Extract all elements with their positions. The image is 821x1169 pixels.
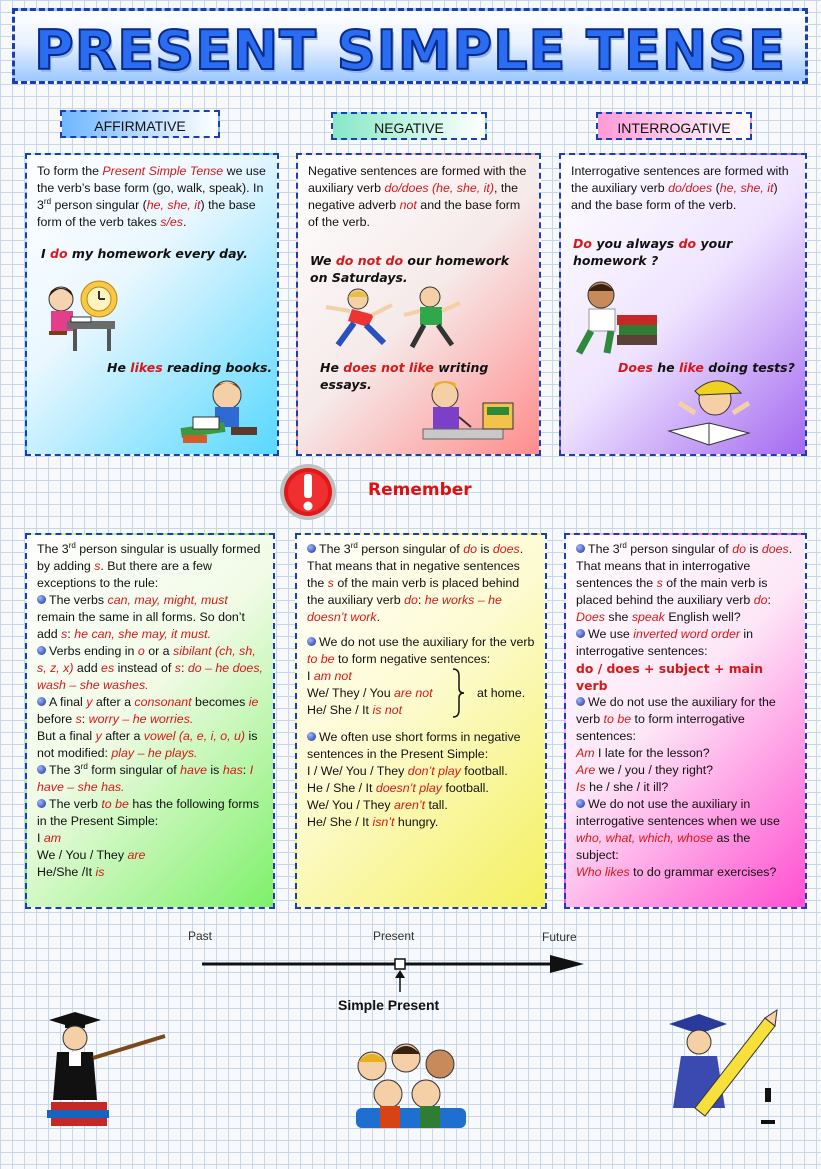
page-title: PRESENT SIMPLE TENSE — [34, 19, 786, 82]
timeline-arrow — [200, 950, 590, 995]
to-be-form-i: I am — [37, 831, 62, 845]
interrogative-example-1: Do you always do your homework ? — [573, 236, 733, 268]
exception-to-be: The verb to be has the following forms in the Present Simple: — [37, 797, 260, 828]
to-be-negative-forms — [307, 668, 535, 719]
bullet-icon — [307, 637, 316, 646]
exception-consonant-y: A final y after a consonant becomes ie before s: worry – he worries. — [37, 695, 259, 726]
remember-heading: Remember — [368, 480, 472, 500]
title-banner — [12, 8, 808, 84]
question-example-am: Am I late for the lesson? — [576, 746, 710, 760]
negative-card — [296, 153, 541, 456]
bullet-icon — [307, 732, 316, 741]
negative-rule-does: The 3rd person singular of do is does. That means that in negative sentences the s of the main verb is placed behind the auxiliary verb do: he works – he doesn’t work. — [307, 540, 524, 624]
form-is-not: He/ She / It is not — [307, 703, 403, 717]
subject-question-rule: We do not use the auxiliary in interrogative sentences when we use who, what, which, whose as the subject: — [576, 797, 780, 862]
exception-modal-verbs: The verbs can, may, might, must remain the same in all forms. So don’t add s: he can, she may, it must. — [37, 593, 245, 641]
question-formula: do / does + subject + main verb — [576, 661, 764, 693]
negative-heading: NEGATIVE — [331, 112, 487, 140]
question-example-is: Is he / she / it ill? — [576, 780, 669, 794]
timeline-past-label: Past — [188, 929, 213, 943]
bullet-icon — [37, 646, 46, 655]
interrogative-rule: Interrogative sentences are formed with the auxiliary verb do/does (he, she, it) and the base form of the verb. — [571, 164, 789, 212]
bullet-icon — [37, 595, 46, 604]
to-be-form-we: We / You / They are — [37, 848, 146, 862]
bullet-icon — [576, 544, 585, 553]
short-form-dont: I / We/ You / They don’t play football. — [307, 764, 508, 778]
graduate-teacher-illustration — [35, 1010, 170, 1128]
at-home-text: at home. — [477, 686, 526, 700]
bullet-icon — [37, 697, 46, 706]
question-example-who: Who likes to do grammar exercises? — [576, 865, 777, 879]
timeline-present-label: Present — [373, 929, 415, 943]
timeline-future-label: Future — [542, 930, 577, 944]
exception-have: The 3rd form singular of have is has: I have – she has. — [37, 761, 254, 794]
exceptions-card — [25, 533, 275, 909]
short-form-doesnt: He / She / It doesn’t play football. — [307, 781, 489, 795]
interrogative-example-2: Does he like doing tests? — [618, 360, 795, 375]
form-i-am-not: I am not — [307, 669, 352, 683]
affirmative-rule: To form the Present Simple Tense we use the verb’s base form (go, walk, speak). In 3rd person singular (he, she, it) the base form of the verb takes s/es. — [37, 164, 266, 229]
affirmative-example-2: He likes reading books. — [107, 360, 273, 375]
graduate-with-pencil-illustration — [665, 1008, 783, 1130]
boy-with-books-illustration — [573, 279, 669, 357]
negative-rules-card — [295, 533, 547, 909]
bullet-icon — [576, 697, 585, 706]
inverted-word-order-rule: We use inverted word order in interrogative sentences: — [576, 627, 754, 658]
negative-rule-to-be: We do not use the auxiliary for the verb to be to form negative sentences: — [307, 635, 535, 666]
bullet-icon — [307, 544, 316, 553]
question-example-speak: Does she speak English well? — [576, 610, 741, 624]
brace-icon — [451, 668, 465, 718]
negative-rule: Negative sentences are formed with the auxiliary verb do/does (he, she, it), the negative adverb not and the base form of the verb. — [308, 164, 527, 229]
negative-example-1: We do not do our homework on Saturdays. — [310, 253, 510, 285]
boy-reading-illustration — [175, 377, 261, 449]
interrogative-card — [559, 153, 807, 456]
running-kids-illustration — [318, 285, 468, 355]
interrogative-rule-does: The 3rd person singular of do is does. That means that in interrogative sentences the s of the main verb is placed behind the auxiliary verb do: — [576, 540, 793, 607]
affirmative-heading: AFFIRMATIVE — [60, 110, 220, 138]
boy-with-cap-illustration — [665, 373, 755, 449]
group-of-kids-illustration — [350, 1040, 470, 1130]
negative-short-forms-rule: We often use short forms in negative sentences in the Present Simple: — [307, 730, 521, 761]
bullet-icon — [37, 799, 46, 808]
interrogative-rules-card — [564, 533, 807, 909]
exception-vowel-y: But a final y after a vowel (a, e, i, o, u) is not modified: play – he plays. — [37, 729, 258, 760]
interrogative-to-be-rule: We do not use the auxiliary for the verb to be to form interrogative sentences: — [576, 695, 776, 743]
short-form-isnt: He/ She / It isn’t hungry. — [307, 815, 439, 829]
bullet-icon — [576, 629, 585, 638]
negative-example-2: He does not like writing essays. — [320, 360, 489, 392]
bullet-icon — [576, 799, 585, 808]
affirmative-example-1: I do my homework every day. — [41, 246, 248, 261]
bullet-icon — [37, 765, 46, 774]
question-example-are: Are we / you / they right? — [576, 763, 714, 777]
boy-writing-illustration — [413, 377, 523, 445]
to-be-form-he: He/She /It is — [37, 865, 105, 879]
warning-icon — [278, 462, 338, 522]
form-are-not: We/ They / You are not — [307, 686, 433, 700]
simple-present-label: Simple Present — [338, 997, 440, 1013]
exceptions-intro: The 3rd person singular is usually formed by adding s. But there are a few exceptions to the rule: — [37, 540, 261, 590]
interrogative-heading: INTERROGATIVE — [596, 112, 752, 140]
short-form-arent: We/ You / They aren’t tall. — [307, 798, 448, 812]
affirmative-card — [25, 153, 279, 456]
girl-studying-illustration — [37, 277, 127, 355]
exception-sibilant: Verbs ending in o or a sibilant (ch, sh, s, z, x) add es instead of s: do – he does, wash – she washes. — [37, 644, 263, 692]
